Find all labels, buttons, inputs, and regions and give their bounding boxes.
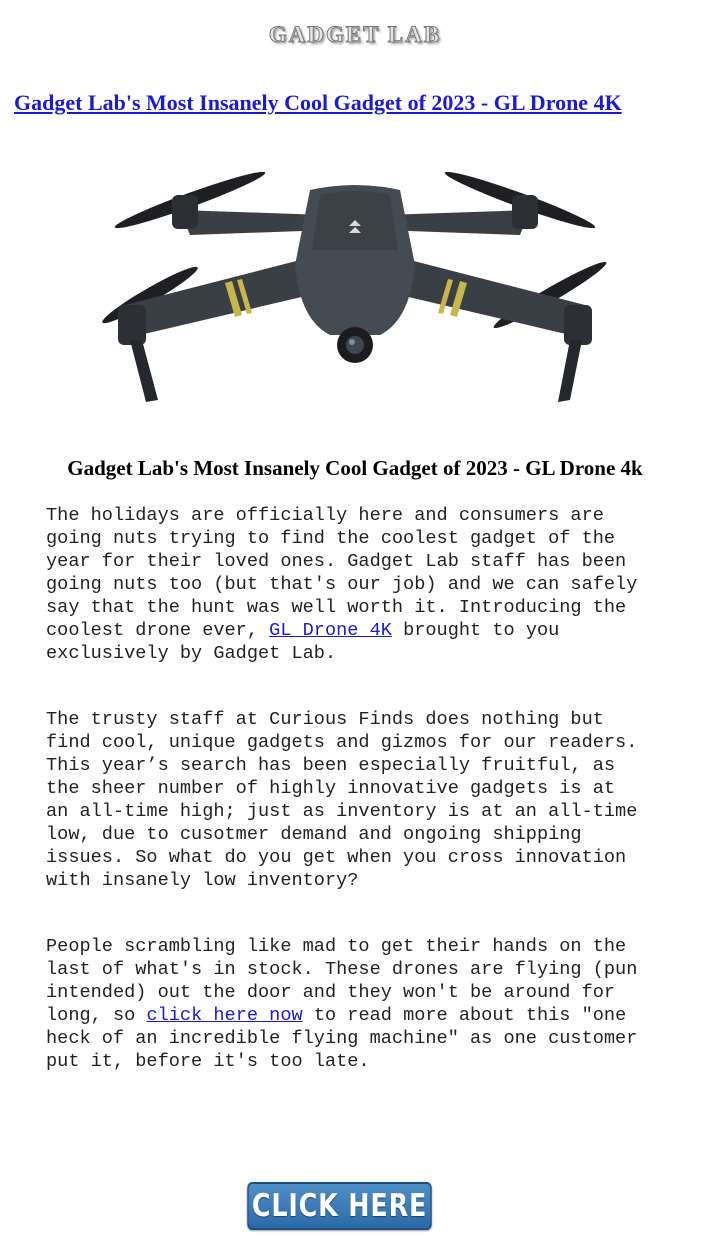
click-here-now-link[interactable]: click here now [146,1005,303,1026]
paragraph-3-text-after: to read more about this "one heck of an incredible flying machine" as one customer put it, before it's too late. [46,1005,638,1072]
drone-illustration [80,155,630,415]
click-here-button[interactable]: CLICK HERE [247,1182,432,1230]
paragraph-3 [46,935,646,1073]
cta-container [227,1182,452,1230]
gadget-lab-logo: GADGET LAB [268,22,442,47]
paragraph-1-text-before: The holidays are officially here and consumers are going nuts trying to find the coolest gadget of the year for their loved ones. Gadget Lab staff has been going nuts too (but that's our job) and we can safely say that the hunt was well worth it. Introducing the coolest drone ever, [46,505,638,641]
headline-link[interactable]: Gadget Lab's Most Insanely Cool Gadget of 2023 - GL Drone 4K [14,90,622,115]
paragraph-2: The trusty staff at Curious Finds does nothing but find cool, unique gadgets and gizmos for our readers. This year’s search has been especially fruitful, as the sheer number of highly innovative gadgets is at an all-time high; just as inventory is at an all-time low, due to cusotmer demand and ongoing shipping issues. So what do you get when you cross innovation with insanely low inventory? [46,709,638,891]
paragraph-3-text-before: People scrambling like mad to get their hands on the last of what's in stock. These drones are flying (pun intended) out the door and they won't be around for long, so [46,936,638,1026]
paragraph-1 [46,504,646,665]
paragraph-1-text-after: brought to you exclusively by Gadget Lab. [46,620,560,664]
article-title: Gadget Lab's Most Insanely Cool Gadget of 2023 - GL Drone 4k [67,456,643,480]
header [0,22,710,48]
gl-drone-4k-link[interactable]: GL Drone 4K [269,620,392,641]
drone-image[interactable] [80,155,630,415]
